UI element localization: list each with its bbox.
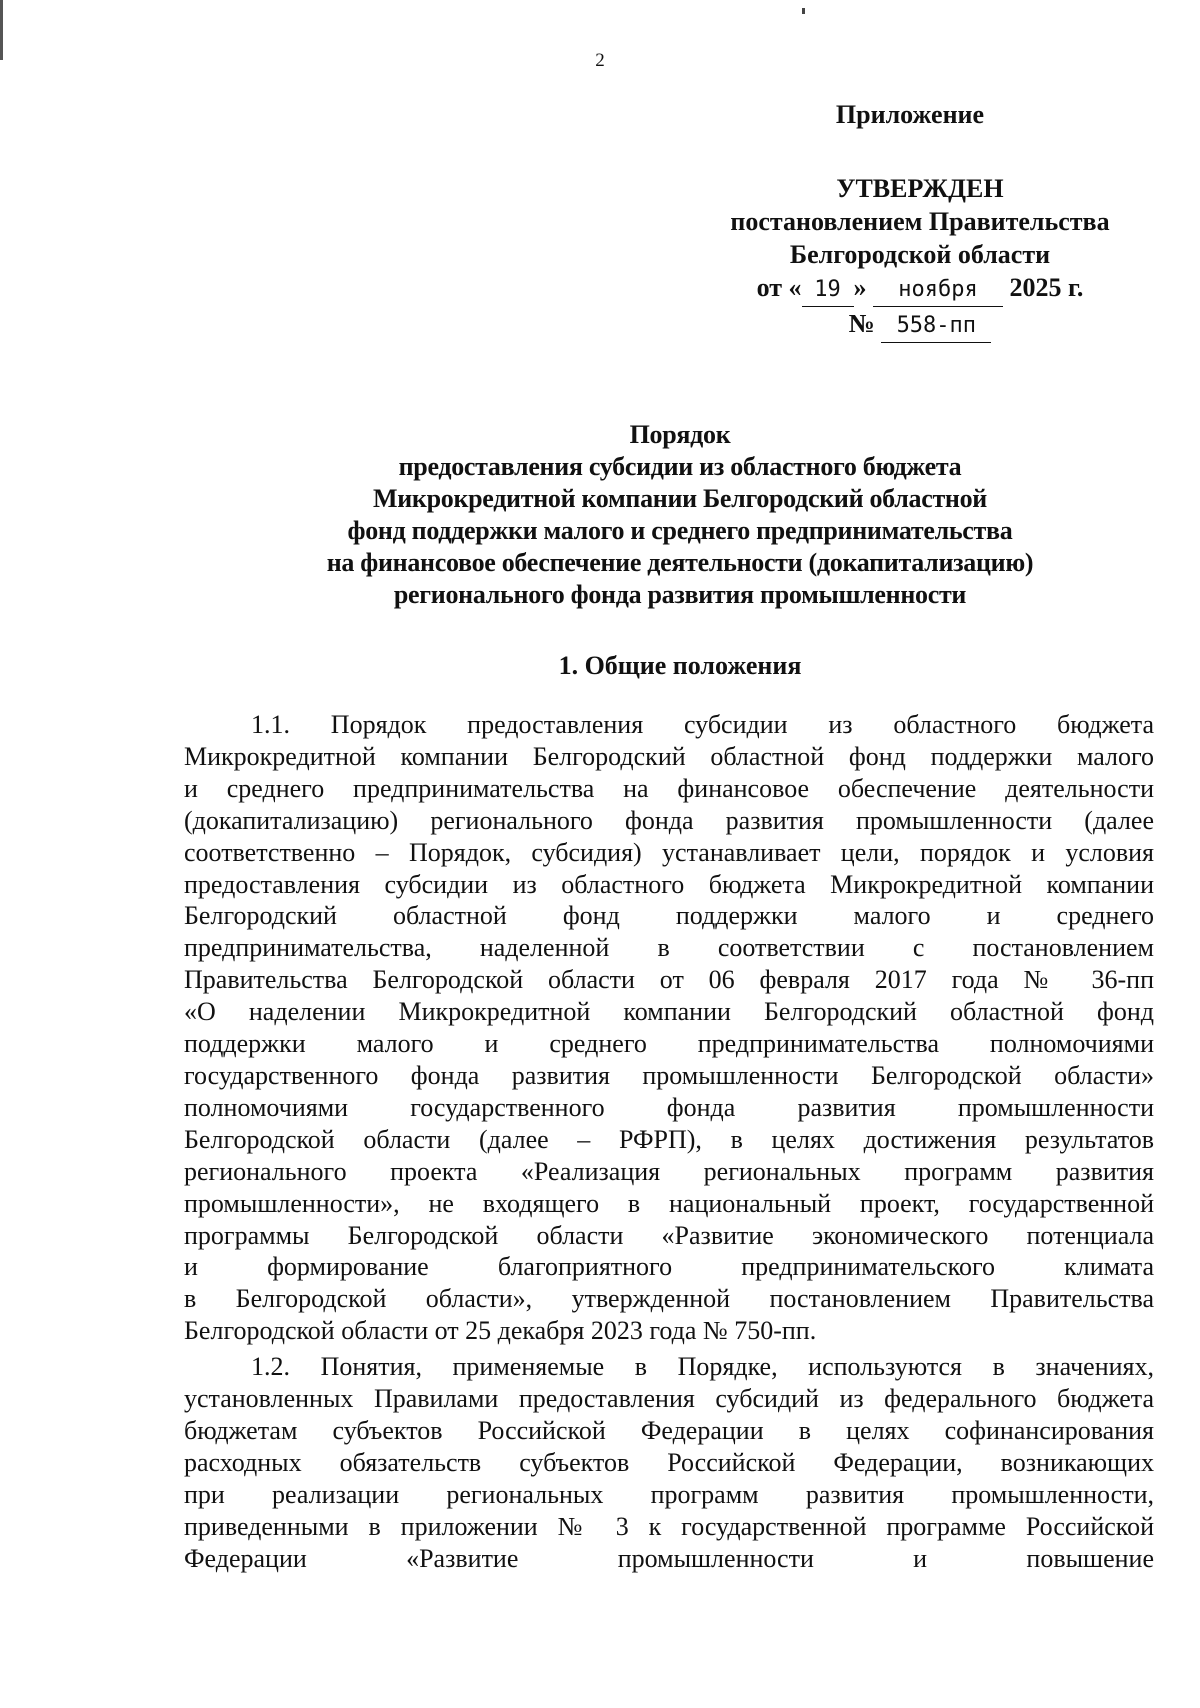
text-line: полномочиями государственного фонда развития промышленности <box>184 1092 1154 1122</box>
text-line: расходных обязательств субъектов Российской Федерации, возникающих <box>184 1447 1154 1477</box>
approval-date-line <box>700 271 1140 307</box>
text-line: Белгородской области (далее – РФРП), в целях достижения результатов <box>184 1124 1154 1154</box>
paragraph-1-1 <box>184 709 1154 1347</box>
approval-stamp-block <box>700 172 1140 343</box>
text-line: программы Белгородской области «Развитие экономического потенциала <box>184 1220 1154 1250</box>
title-line: Микрокредитной компании Белгородский областной <box>373 484 987 513</box>
date-day: 19 <box>802 273 854 307</box>
document-number: 558-пп <box>881 309 991 343</box>
title-line: на финансовое обеспечение деятельности (докапитализацию) <box>326 548 1034 577</box>
text-line: регионального проекта «Реализация региональных программ развития <box>184 1156 1154 1186</box>
title-line: фонд поддержки малого и среднего предпринимательства <box>347 516 1013 545</box>
date-mid: » <box>853 273 867 302</box>
section-heading: 1. Общие положения <box>558 651 802 680</box>
document-body <box>184 709 1154 1574</box>
text-line: предпринимательства, наделенной в соответствии с постановлением <box>184 933 1154 963</box>
title-line: Порядок <box>629 420 731 449</box>
text-line: Микрокредитной компании Белгородский областной фонд поддержки малого <box>184 741 1154 771</box>
date-prefix: от « <box>756 273 802 302</box>
date-year: 2025 г. <box>1009 273 1084 302</box>
text-line: поддержки малого и среднего предпринимательства полномочиями <box>184 1029 1154 1059</box>
text-line: приведенными в приложении № 3 к государственной программе Российской <box>184 1511 1154 1541</box>
text-line: и формирование благоприятного предпринимательского климата <box>184 1252 1154 1282</box>
page-number: 2 <box>595 50 605 71</box>
text-line: Правительства Белгородской области от 06 февраля 2017 года № 36-пп <box>184 965 1154 995</box>
document-title <box>180 419 1180 611</box>
text-line: «О наделении Микрокредитной компании Белгородский областной фонд <box>184 997 1154 1027</box>
title-line: предоставления субсидии из областного бюджета <box>398 452 962 481</box>
text-line: Белгородской области от 25 декабря 2023 года № 750-пп. <box>184 1316 817 1346</box>
text-line: 1.1. Порядок предоставления субсидии из областного бюджета <box>251 710 1154 739</box>
approval-number-line <box>700 307 1140 343</box>
approved-by-line-2: Белгородской области <box>789 240 1051 269</box>
approved-by-line-1: постановлением Правительства <box>730 207 1110 236</box>
text-line: промышленности», не входящего в национальный проект, государственной <box>184 1188 1154 1218</box>
number-prefix: № <box>848 309 875 338</box>
text-line: соответственно – Порядок, субсидия) устанавливает цели, порядок и условия <box>184 837 1154 867</box>
text-line: в Белгородской области», утвержденной постановлением Правительства <box>184 1284 1154 1314</box>
text-line: установленных Правилами предоставления субсидий из федерального бюджета <box>184 1384 1154 1414</box>
text-line: Федерации «Развитие промышленности и повышение <box>184 1543 1154 1573</box>
text-line: государственного фонда развития промышленности Белгородской области» <box>184 1060 1154 1090</box>
text-line: и среднего предпринимательства на финансовое обеспечение деятельности <box>184 773 1154 803</box>
text-line: при реализации региональных программ развития промышленности, <box>184 1479 1154 1509</box>
scan-speck <box>802 8 805 14</box>
text-line: (докапитализацию) регионального фонда развития промышленности (далее <box>184 805 1154 835</box>
title-line: регионального фонда развития промышленности <box>393 580 967 609</box>
approved-label: УТВЕРЖДЕН <box>836 174 1004 203</box>
date-month: ноября <box>873 273 1003 307</box>
text-line: бюджетам субъектов Российской Федерации в целях софинансирования <box>184 1415 1154 1445</box>
paragraph-1-2 <box>184 1351 1154 1574</box>
text-line: предоставления субсидии из областного бюджета Микрокредитной компании <box>184 869 1154 899</box>
text-line: 1.2. Понятия, применяемые в Порядке, используются в значениях, <box>251 1352 1154 1382</box>
appendix-label: Приложение <box>835 100 985 129</box>
text-line: Белгородский областной фонд поддержки малого и среднего <box>184 901 1154 931</box>
